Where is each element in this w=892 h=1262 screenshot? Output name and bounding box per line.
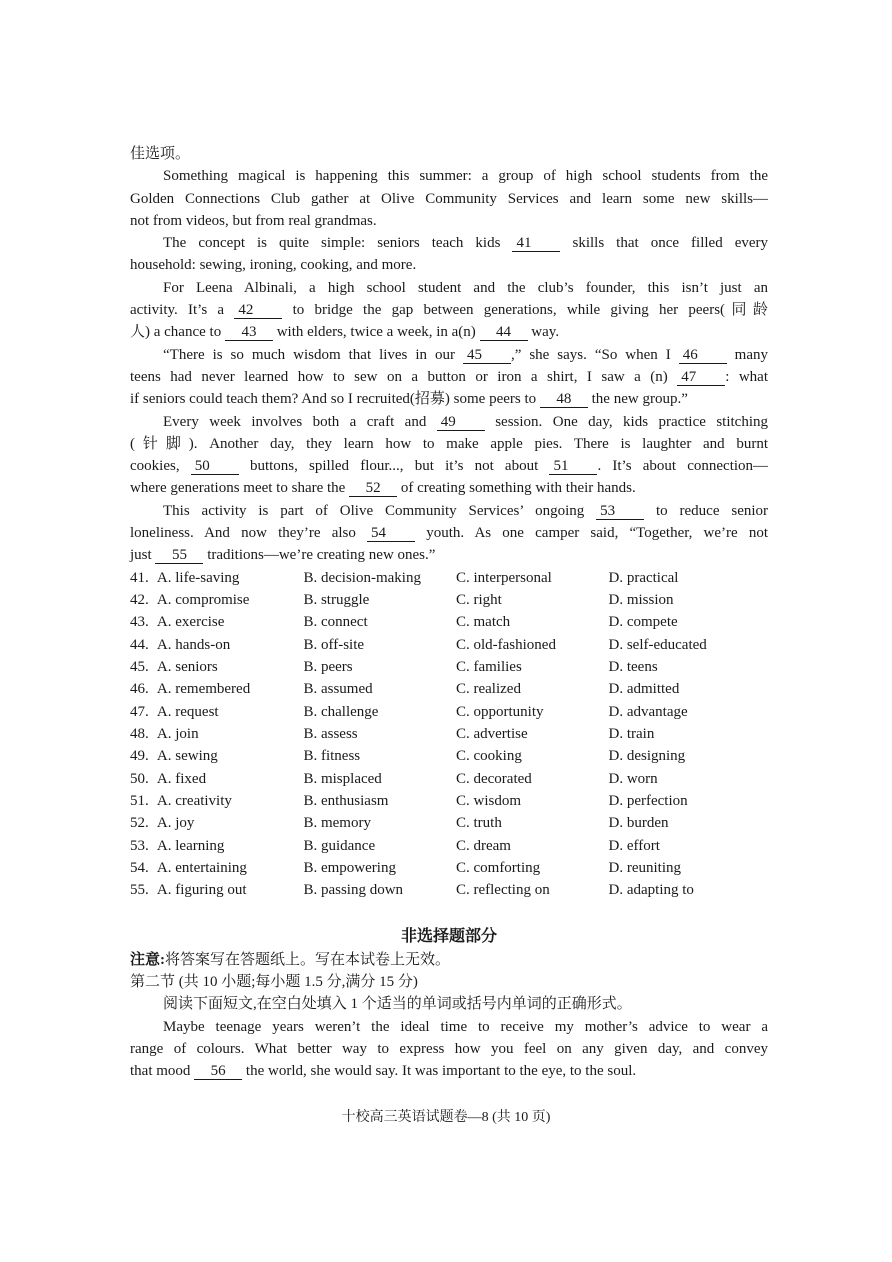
blank-42[interactable]: 42 <box>234 302 282 319</box>
paragraph-3-line-3: 人) a chance to 43 with elders, twice a week, in a(n) 44 way. <box>130 324 560 341</box>
option-c[interactable]: C. families <box>455 659 522 676</box>
option-row: 49. A. sewing B. fitness C. cooking D. designing <box>130 745 768 767</box>
option-a[interactable]: A. remembered <box>156 681 251 698</box>
option-d[interactable]: D. effort <box>608 837 660 854</box>
option-row: 44. A. hands-on B. off-site C. old-fashioned D. self-educated <box>130 634 768 656</box>
blank-55[interactable]: 55 <box>155 547 203 564</box>
option-b[interactable]: B. off-site <box>303 636 365 653</box>
option-d[interactable]: D. burden <box>608 815 669 832</box>
option-a[interactable]: A. life-saving <box>156 569 240 586</box>
option-a[interactable]: A. sewing <box>156 748 218 765</box>
paragraph-4-line-3: if seniors could teach them? And so I recruited(招募) some peers to 48 the new group.” <box>130 391 688 408</box>
option-d[interactable]: D. mission <box>608 591 674 608</box>
options-list <box>130 567 768 902</box>
option-c[interactable]: C. reflecting on <box>455 882 550 899</box>
option-c[interactable]: C. realized <box>455 681 521 698</box>
option-d[interactable]: D. admitted <box>608 681 680 698</box>
option-c[interactable]: C. opportunity <box>455 703 544 720</box>
option-d[interactable]: D. reuniting <box>608 860 681 877</box>
note-line <box>130 949 768 971</box>
option-b[interactable]: B. misplaced <box>303 770 382 787</box>
option-d[interactable]: D. perfection <box>608 793 688 810</box>
blank-41[interactable]: 41 <box>512 235 560 252</box>
option-b[interactable]: B. assess <box>303 726 358 743</box>
option-a[interactable]: A. learning <box>156 837 225 854</box>
option-a[interactable]: A. creativity <box>156 793 232 810</box>
option-b[interactable]: B. empowering <box>303 860 396 877</box>
option-a[interactable]: A. exercise <box>156 614 225 631</box>
option-row: 52. A. joy B. memory C. truth D. burden <box>130 812 768 834</box>
blank-48[interactable]: 48 <box>540 391 588 408</box>
blank-43[interactable]: 43 <box>225 324 273 341</box>
paragraph-7-line-2: range of colours. What better way to express how you feel on any given day, and convey <box>130 1040 768 1057</box>
option-b[interactable]: B. guidance <box>303 837 376 854</box>
option-c[interactable]: C. wisdom <box>455 793 521 810</box>
option-a[interactable]: A. entertaining <box>156 860 247 877</box>
option-a[interactable]: A. compromise <box>156 591 250 608</box>
option-a[interactable]: A. seniors <box>156 659 218 676</box>
option-b[interactable]: B. decision-making <box>303 569 421 586</box>
option-d[interactable]: D. teens <box>608 659 658 676</box>
paragraph-5-line-3: cookies, 50 buttons, spilled flour..., but it’s not about 51 . It’s about connection— <box>130 458 768 475</box>
paragraph-7-line-1: Maybe teenage years weren’t the ideal time to receive my mother’s advice to wear a <box>163 1018 768 1035</box>
blank-49[interactable]: 49 <box>437 414 485 431</box>
option-c[interactable]: C. truth <box>455 815 502 832</box>
option-c[interactable]: C. right <box>455 591 502 608</box>
option-b[interactable]: B. memory <box>303 815 371 832</box>
paragraph-5-line-1: Every week involves both a craft and 49 session. One day, kids practice stitching <box>163 413 768 430</box>
option-b[interactable]: B. assumed <box>303 681 373 698</box>
blank-50[interactable]: 50 <box>191 458 239 475</box>
option-d[interactable]: D. worn <box>608 770 658 787</box>
option-row: 48. A. join B. assess C. advertise D. train <box>130 723 768 745</box>
paragraph-6-line-2: loneliness. And now they’re also 54 youth. As one camper said, “Together, we’re not <box>130 525 768 542</box>
option-b[interactable]: B. enthusiasm <box>303 793 389 810</box>
blank-46[interactable]: 46 <box>679 347 727 364</box>
option-a[interactable]: A. fixed <box>156 770 207 787</box>
page-footer: 十校高三英语试题卷—8 (共 10 页) <box>341 1110 551 1125</box>
paragraph-3-line-1: For Leena Albinali, a high school student and the club’s founder, this isn’t just an <box>163 279 768 296</box>
blank-56[interactable]: 56 <box>194 1063 242 1080</box>
option-row: 55. A. figuring out B. passing down C. reflecting on D. adapting to <box>130 879 768 901</box>
option-b[interactable]: B. connect <box>303 614 368 631</box>
paragraph-3-line-2: activity. It’s a 42 to bridge the gap between generations, while giving her peers(同龄 <box>130 302 768 319</box>
option-row: 41. A. life-saving B. decision-making C. interpersonal D. practical <box>130 567 768 589</box>
paragraph-6-line-3: just 55 traditions—we’re creating new ones.” <box>130 547 436 564</box>
paragraph-5-line-4: where generations meet to share the 52 of creating something with their hands. <box>130 480 636 497</box>
option-d[interactable]: D. advantage <box>608 703 688 720</box>
option-d[interactable]: D. self-educated <box>608 636 707 653</box>
paragraph-4-line-1: “There is so much wisdom that lives in our 45 ,” she says. “So when I 46 many <box>163 346 768 363</box>
paragraph-4-line-2: teens had never learned how to sew on a button or iron a shirt, I saw a (n) 47 : what <box>130 368 768 385</box>
paragraph-7-line-3: that mood 56 the world, she would say. It was important to the eye, to the soul. <box>130 1063 637 1080</box>
paragraph-2-line-2: household: sewing, ironing, cooking, and more. <box>130 257 417 274</box>
blank-44[interactable]: 44 <box>480 324 528 341</box>
option-row: 46. A. remembered B. assumed C. realized D. admitted <box>130 678 768 700</box>
option-c[interactable]: C. interpersonal <box>455 569 552 586</box>
note-text: 将答案写在答题纸上。写在本试卷上无效。 <box>165 951 451 968</box>
paragraph-2-line-1: The concept is quite simple: seniors teach kids 41 skills that once filled every <box>163 235 768 252</box>
blank-47[interactable]: 47 <box>677 369 725 386</box>
note-label: 注意: <box>130 951 165 968</box>
option-row: 43. A. exercise B. connect C. match D. compete <box>130 611 768 633</box>
option-c[interactable]: C. old-fashioned <box>455 636 556 653</box>
option-row: 45. A. seniors B. peers C. families D. teens <box>130 656 768 678</box>
option-row: 50. A. fixed B. misplaced C. decorated D. worn <box>130 768 768 790</box>
blank-51[interactable]: 51 <box>549 458 597 475</box>
option-a[interactable]: A. request <box>156 703 219 720</box>
option-d[interactable]: D. designing <box>608 748 686 765</box>
option-c[interactable]: C. match <box>455 614 511 631</box>
option-c[interactable]: C. dream <box>455 837 511 854</box>
paragraph-5-line-2: (针脚). Another day, they learn how to make apple pies. There is laughter and burnt <box>130 435 768 452</box>
option-b[interactable]: B. fitness <box>303 748 361 765</box>
option-d[interactable]: D. adapting to <box>608 882 694 899</box>
option-row: 54. A. entertaining B. empowering C. comforting D. reuniting <box>130 857 768 879</box>
option-c[interactable]: C. comforting <box>455 860 541 877</box>
option-d[interactable]: D. train <box>608 726 655 743</box>
passage-line-1: Something magical is happening this summer: a group of high school students from the <box>163 168 768 185</box>
option-row: 42. A. compromise B. struggle C. right D. mission <box>130 589 768 611</box>
option-a[interactable]: A. joy <box>156 815 195 832</box>
option-b[interactable]: B. challenge <box>303 703 379 720</box>
blank-54[interactable]: 54 <box>367 525 415 542</box>
blank-53[interactable]: 53 <box>596 503 644 520</box>
blank-45[interactable]: 45 <box>463 347 511 364</box>
option-d[interactable]: D. practical <box>608 569 679 586</box>
option-b[interactable]: B. peers <box>303 659 353 676</box>
option-c[interactable]: C. decorated <box>455 770 532 787</box>
passage-line-2: Golden Connections Club gather at Olive Community Services and learn some new skills— <box>130 190 768 207</box>
exam-page <box>130 143 768 1083</box>
option-row: 53. A. learning B. guidance C. dream D. effort <box>130 835 768 857</box>
intro-tail: 佳选项。 <box>130 146 191 162</box>
option-c[interactable]: C. cooking <box>455 748 522 765</box>
option-a[interactable]: A. hands-on <box>156 636 231 653</box>
paragraph-6-line-1: This activity is part of Olive Community Services’ ongoing 53 to reduce senior <box>163 502 768 519</box>
option-a[interactable]: A. figuring out <box>156 882 247 899</box>
option-b[interactable]: B. passing down <box>303 882 404 899</box>
section-heading: 非选择题部分 <box>400 927 497 945</box>
option-row: 47. A. request B. challenge C. opportunity D. advantage <box>130 701 768 723</box>
option-a[interactable]: A. join <box>156 726 199 743</box>
option-c[interactable]: C. advertise <box>455 726 528 743</box>
option-row: 51. A. creativity B. enthusiasm C. wisdom D. perfection <box>130 790 768 812</box>
section-2-title: 第二节 (共 10 小题;每小题 1.5 分,满分 15 分) <box>130 974 418 991</box>
section-2-instruction: 阅读下面短文,在空白处填入 1 个适当的单词或括号内单词的正确形式。 <box>163 996 632 1013</box>
option-d[interactable]: D. compete <box>608 614 678 631</box>
option-b[interactable]: B. struggle <box>303 591 370 608</box>
passage-line-3: not from videos, but from real grandmas. <box>130 212 377 229</box>
blank-52[interactable]: 52 <box>349 480 397 497</box>
